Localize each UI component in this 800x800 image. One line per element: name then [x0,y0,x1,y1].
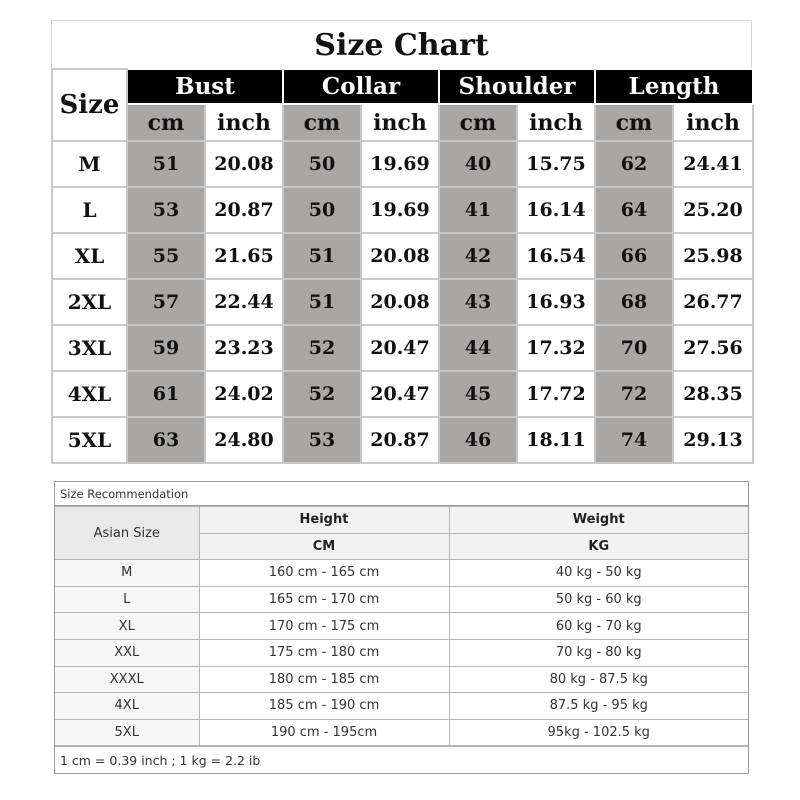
weight-header: Weight [449,507,748,534]
value-cell: 61 [127,371,205,417]
size-cell: 5XL [52,417,127,463]
asian-size-cell: XXXL [55,666,199,693]
value-cell: 17.32 [517,325,595,371]
height-cell: 175 cm - 180 cm [199,639,449,666]
value-cell: 53 [127,187,205,233]
value-cell: 41 [439,187,517,233]
value-cell: 68 [595,279,673,325]
unit-header-inch: inch [673,104,753,141]
unit-header-inch: inch [205,104,283,141]
group-header-collar: Collar [283,69,439,104]
value-cell: 24.41 [673,141,753,187]
value-cell: 20.47 [361,371,439,417]
value-cell: 24.02 [205,371,283,417]
group-header-length: Length [595,69,753,104]
unit-header-cm: cm [439,104,517,141]
value-cell: 22.44 [205,279,283,325]
size-chart-section [51,20,752,466]
weight-cell: 40 kg - 50 kg [449,560,748,587]
value-cell: 15.75 [517,141,595,187]
value-cell: 57 [127,279,205,325]
unit-header-inch: inch [361,104,439,141]
unit-header-row [52,104,753,141]
asian-size-cell: 5XL [55,719,199,746]
table-row [55,693,748,720]
value-cell: 29.13 [673,417,753,463]
size-cell: XL [52,233,127,279]
height-cell: 185 cm - 190 cm [199,693,449,720]
table-row [55,719,748,746]
value-cell: 20.08 [361,279,439,325]
table-row [52,371,753,417]
value-cell: 52 [283,325,361,371]
weight-cell: 60 kg - 70 kg [449,613,748,640]
value-cell: 50 [283,141,361,187]
value-cell: 40 [439,141,517,187]
value-cell: 20.87 [361,417,439,463]
value-cell: 51 [127,141,205,187]
size-cell: L [52,187,127,233]
table-row [55,666,748,693]
table-row [52,141,753,187]
value-cell: 27.56 [673,325,753,371]
weight-cell: 50 kg - 60 kg [449,586,748,613]
group-header-row [52,69,753,104]
table-row [52,233,753,279]
recommendation-header-row [55,507,748,534]
asian-size-header: Asian Size [55,507,199,560]
recommendation-table [55,506,748,746]
height-header: Height [199,507,449,534]
size-recommendation-section [54,481,749,774]
value-cell: 53 [283,417,361,463]
value-cell: 51 [283,233,361,279]
value-cell: 64 [595,187,673,233]
value-cell: 55 [127,233,205,279]
unit-header-inch: inch [517,104,595,141]
unit-header-cm: cm [127,104,205,141]
table-row [55,586,748,613]
value-cell: 44 [439,325,517,371]
height-cell: 165 cm - 170 cm [199,586,449,613]
value-cell: 20.08 [361,233,439,279]
size-cell: M [52,141,127,187]
weight-cell: 80 kg - 87.5 kg [449,666,748,693]
asian-size-cell: 4XL [55,693,199,720]
value-cell: 19.69 [361,187,439,233]
value-cell: 45 [439,371,517,417]
weight-unit-header: KG [449,533,748,560]
asian-size-cell: XL [55,613,199,640]
value-cell: 24.80 [205,417,283,463]
conversion-note: 1 cm = 0.39 inch ; 1 kg = 2.2 ib [55,746,748,773]
value-cell: 28.35 [673,371,753,417]
value-cell: 43 [439,279,517,325]
size-cell: 3XL [52,325,127,371]
weight-cell: 70 kg - 80 kg [449,639,748,666]
asian-size-cell: XXL [55,639,199,666]
weight-cell: 87.5 kg - 95 kg [449,693,748,720]
value-cell: 46 [439,417,517,463]
height-cell: 190 cm - 195cm [199,719,449,746]
table-row [55,560,748,587]
value-cell: 21.65 [205,233,283,279]
value-cell: 26.77 [673,279,753,325]
value-cell: 20.08 [205,141,283,187]
recommendation-title: Size Recommendation [55,482,748,506]
table-row [55,613,748,640]
value-cell: 25.98 [673,233,753,279]
size-chart-title: Size Chart [51,20,752,68]
value-cell: 20.87 [205,187,283,233]
value-cell: 50 [283,187,361,233]
value-cell: 16.14 [517,187,595,233]
table-row [52,417,753,463]
asian-size-cell: M [55,560,199,587]
height-unit-header: CM [199,533,449,560]
value-cell: 70 [595,325,673,371]
height-cell: 170 cm - 175 cm [199,613,449,640]
unit-header-cm: cm [595,104,673,141]
value-cell: 25.20 [673,187,753,233]
group-header-bust: Bust [127,69,283,104]
value-cell: 63 [127,417,205,463]
value-cell: 23.23 [205,325,283,371]
value-cell: 62 [595,141,673,187]
value-cell: 51 [283,279,361,325]
height-cell: 180 cm - 185 cm [199,666,449,693]
height-cell: 160 cm - 165 cm [199,560,449,587]
value-cell: 18.11 [517,417,595,463]
size-column-header: Size [52,69,127,141]
asian-size-cell: L [55,586,199,613]
size-chart-table [51,68,754,464]
value-cell: 52 [283,371,361,417]
group-header-shoulder: Shoulder [439,69,595,104]
value-cell: 19.69 [361,141,439,187]
table-row [52,279,753,325]
size-cell: 2XL [52,279,127,325]
value-cell: 66 [595,233,673,279]
unit-header-cm: cm [283,104,361,141]
value-cell: 20.47 [361,325,439,371]
value-cell: 74 [595,417,673,463]
value-cell: 17.72 [517,371,595,417]
value-cell: 59 [127,325,205,371]
value-cell: 16.93 [517,279,595,325]
value-cell: 72 [595,371,673,417]
weight-cell: 95kg - 102.5 kg [449,719,748,746]
table-row [52,187,753,233]
table-row [55,639,748,666]
size-cell: 4XL [52,371,127,417]
value-cell: 16.54 [517,233,595,279]
table-row [52,325,753,371]
value-cell: 42 [439,233,517,279]
